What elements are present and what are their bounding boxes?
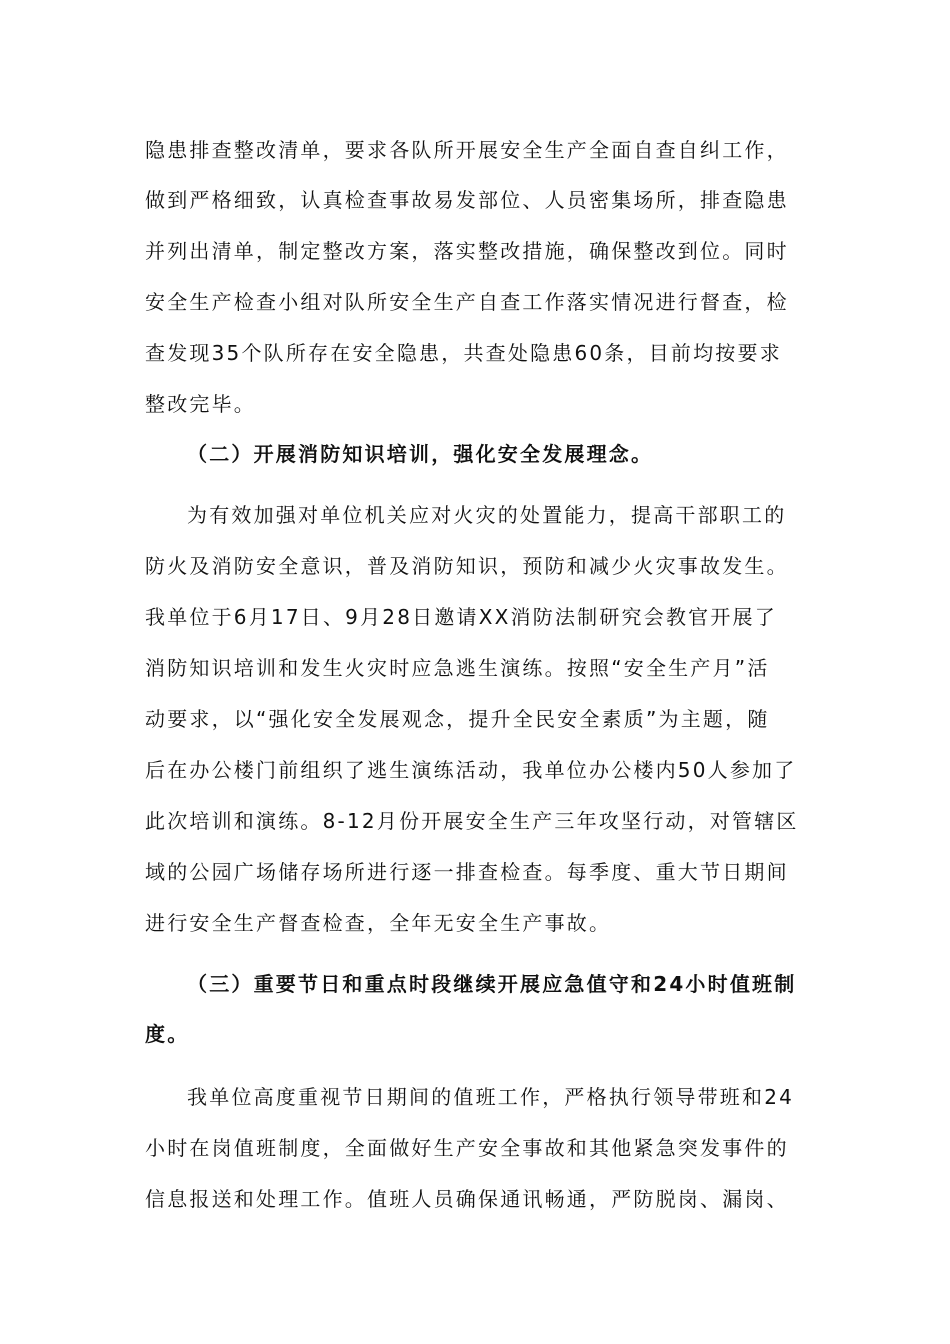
paragraph-1-line-6: 整改完毕。	[145, 392, 256, 416]
paragraph-1-line-4: 安全生产检查小组对队所安全生产自查工作落实情况进行督查，检	[145, 290, 789, 314]
paragraph-3-line-3: 信息报送和处理工作。值班人员确保通讯畅通，严防脱岗、漏岗、	[145, 1187, 789, 1211]
paragraph-3-line-1: 我单位高度重视节日期间的值班工作，严格执行领导带班和24	[187, 1085, 795, 1109]
paragraph-2-line-5: 动要求，以“强化安全发展观念，提升全民安全素质”为主题，随	[145, 707, 770, 731]
paragraph-3-line-2: 小时在岗值班制度，全面做好生产安全事故和其他紧急突发事件的	[145, 1136, 789, 1160]
section-heading-2: （二）开展消防知识培训，强化安全发展理念。	[187, 442, 654, 466]
paragraph-1-line-2: 做到严格细致，认真检查事故易发部位、人员密集场所，排查隐患	[145, 188, 789, 212]
paragraph-1-line-5: 查发现35个队所存在安全隐患，共查处隐患60条，目前均按要求	[145, 341, 782, 365]
paragraph-2-line-7: 此次培训和演练。8-12月份开展安全生产三年攻坚行动，对管辖区	[145, 809, 799, 833]
paragraph-1-line-3: 并列出清单，制定整改方案，落实整改措施，确保整改到位。同时	[145, 239, 789, 263]
paragraph-2-line-1: 为有效加强对单位机关应对火灾的处置能力，提高干部职工的	[187, 503, 787, 527]
paragraph-2-line-3: 我单位于6月17日、9月28日邀请XX消防法制研究会教官开展了	[145, 605, 777, 629]
paragraph-2-line-9: 进行安全生产督查检查，全年无安全生产事故。	[145, 911, 612, 935]
paragraph-2-line-2: 防火及消防安全意识，普及消防知识，预防和减少火灾事故发生。	[145, 554, 789, 578]
paragraph-2-line-8: 域的公园广场储存场所进行逐一排查检查。每季度、重大节日期间	[145, 860, 789, 884]
paragraph-2-line-4: 消防知识培训和发生火灾时应急逃生演练。按照“安全生产月”活	[145, 656, 770, 680]
section-heading-3-line-1: （三）重要节日和重点时段继续开展应急值守和24小时值班制	[187, 972, 797, 996]
section-heading-3-line-2: 度。	[145, 1022, 190, 1046]
paragraph-1-line-1: 隐患排查整改清单，要求各队所开展安全生产全面自查自纠工作，	[145, 138, 789, 162]
paragraph-2-line-6: 后在办公楼门前组织了逃生演练活动，我单位办公楼内50人参加了	[145, 758, 797, 782]
